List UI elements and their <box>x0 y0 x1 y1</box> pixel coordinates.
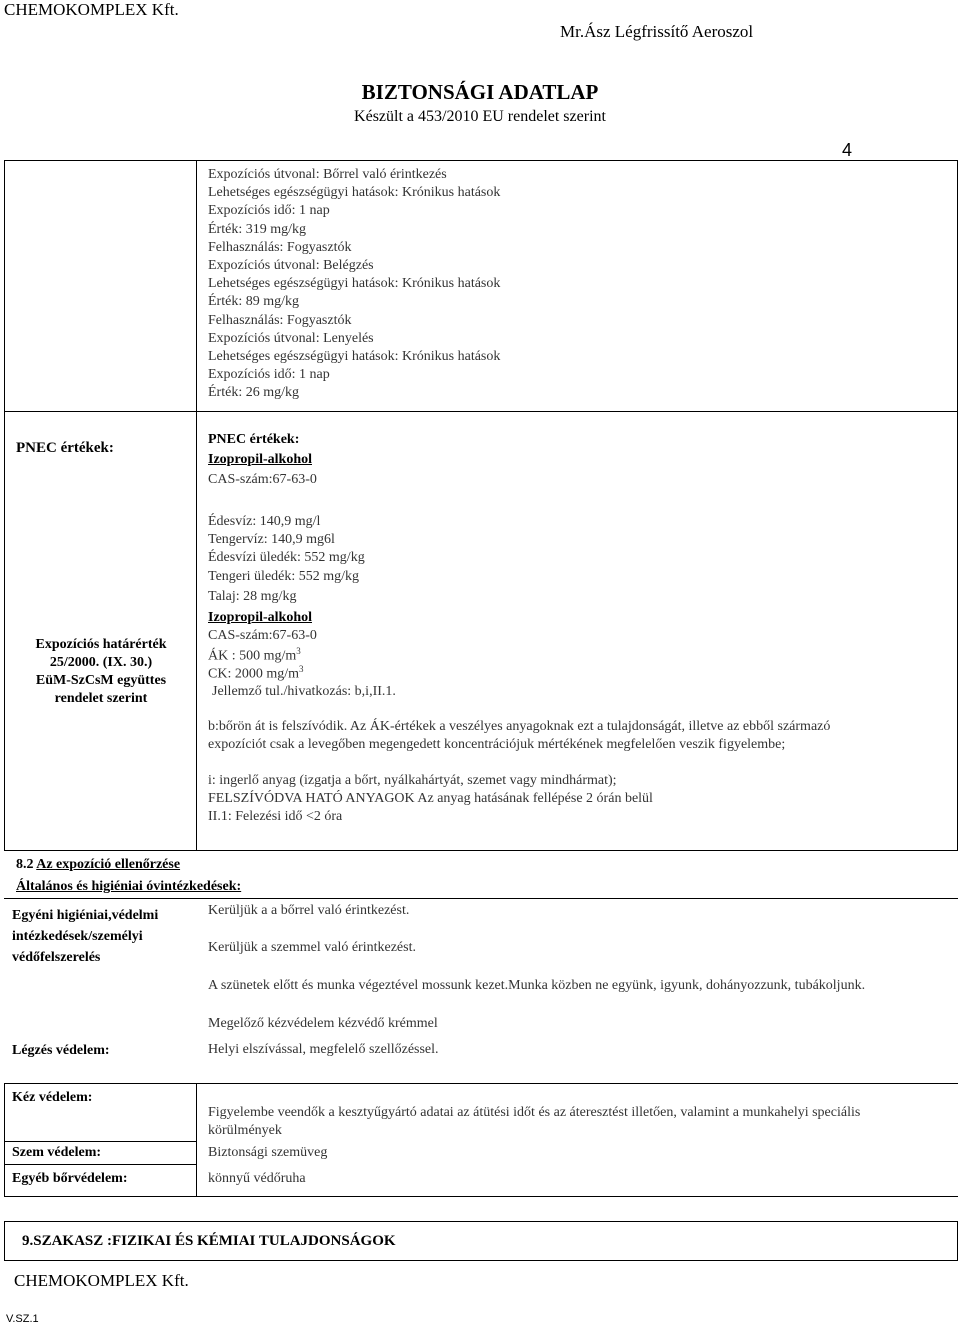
hand-row-divider <box>4 1083 958 1084</box>
dnel-values-list <box>208 166 500 403</box>
pnec-value: Édesvíz: 140,9 mg/l <box>208 514 321 529</box>
note-b-line2: expozíciót csak a levegőben megengedett koncentrációjuk mértékének megfelelően veszik figyelembe; <box>208 737 786 752</box>
pnec-value: Tengervíz: 140,9 mg6l <box>208 532 335 548</box>
table-column-divider <box>196 160 197 851</box>
personal-protection-label: Egyéni higiéniai,védelmi intézkedések/személyi védőfelszerelés <box>12 908 159 965</box>
respiratory-protection-label: Légzés védelem: <box>12 1043 110 1058</box>
table-row-divider <box>4 411 958 412</box>
pnec-substance: Izopropil-alkohol <box>208 452 312 467</box>
limits-jellemzo: Jellemző tul./hivatkozás: b,i,II.1. <box>212 684 396 699</box>
note-i: i: ingerlő anyag (izgatja a bőrt, nyálkahártyát, szemet vagy mindhármat); <box>208 773 617 788</box>
dnel-line: Érték: 89 mg/kg <box>208 294 299 310</box>
pnec-value: Tengeri üledék: 552 mg/kg <box>208 568 360 584</box>
eye-protection-text: Biztonsági szemüveg <box>208 1145 328 1160</box>
hand-protection-text-1: Figyelembe veendők a kesztyűgyártó adatai az átütési időt és az áteresztést illetően, valamint a munkahelyi speciális <box>208 1105 861 1120</box>
pnec-value: Talaj: 28 mg/kg <box>208 588 297 604</box>
dnel-line: Felhasználás: Fogyasztók <box>208 239 352 255</box>
header-product: Mr.Ász Légfrissítő Aeroszol <box>560 22 754 41</box>
limits-ck: CK: 2000 $mg/m^3$ <box>208 664 304 682</box>
limits-label: Expozíciós határérték 25/2000. (IX. 30.) EüM-SzCsM együttes rendelet szerint <box>35 637 167 706</box>
dnel-line: Expozíciós útvonal: Belégzés <box>208 258 374 274</box>
personal-protection-text-2: Kerüljük a szemmel való érintkezést. <box>208 940 416 955</box>
respiratory-protection-text: Helyi elszívással, megfelelő szellőzéssel. <box>208 1042 439 1057</box>
dnel-line: Lehetséges egészségügyi hatások: Krónikus hatások <box>208 185 501 201</box>
table-left-border <box>4 160 5 851</box>
footer-version: V.SZ.1 <box>6 1313 39 1325</box>
pnec-value: Édesvízi üledék: 552 mg/kg <box>208 550 365 566</box>
personal-protection-text-4: Megelőző kézvédelem kézvédő krémmel <box>208 1016 438 1031</box>
section-8-2-heading: 8.2 Az expozíció ellenőrzése <box>16 857 181 872</box>
skin-row-divider <box>4 1164 197 1165</box>
general-measures-heading: Általános és higiéniai óvintézkedések: <box>16 879 242 894</box>
table-bottom-border <box>4 850 958 851</box>
note-felszivodva: FELSZÍVÓDVA HATÓ ANYAGOK Az anyag hatásának fellépése 2 órán belül <box>208 791 653 806</box>
note-ii: II.1: Felezési idő <2 óra <box>208 809 343 824</box>
hand-protection-label: Kéz védelem: <box>12 1090 93 1105</box>
dnel-line: Lehetséges egészségügyi hatások: Krónikus hatások <box>208 276 501 292</box>
eye-row-divider <box>4 1141 197 1142</box>
note-b-line1: b:bőrön át is felszívódik. Az ÁK-értékek a veszélyes anyagoknak ezt a tulajdonságát, illetve az ebből származó <box>208 719 831 734</box>
section-8-2-bottom-line <box>4 1196 958 1197</box>
personal-protection-text-3: A szünetek előtt és munka végeztével mossunk kezet.Munka közben ne együnk, igyunk, dohányozzunk, tubákoljunk. <box>208 978 866 993</box>
eye-protection-label: Szem védelem: <box>12 1145 102 1160</box>
dnel-line: Lehetséges egészségügyi hatások: Krónikus hatások <box>208 349 501 365</box>
dnel-line: Expozíciós idő: 1 nap <box>208 203 330 219</box>
dnel-line: Érték: 26 mg/kg <box>208 385 299 401</box>
skin-protection-label: Egyéb bőrvédelem: <box>12 1171 128 1186</box>
personal-protection-text-1: Kerüljük a a bőrrel való érintkezést. <box>208 903 410 918</box>
pnec-heading: PNEC értékek: <box>208 432 300 447</box>
document-subtitle: Készült a 453/2010 EU rendelet szerint <box>354 108 606 125</box>
limits-ak: ÁK : 500 $mg/m^3$ <box>208 646 301 664</box>
hand-protection-text-2: körülmények <box>208 1123 282 1138</box>
header-company: CHEMOKOMPLEX Kft. <box>4 0 179 19</box>
pnec-label: PNEC értékek: <box>16 440 114 456</box>
section-8-2-top-line <box>4 898 958 899</box>
document-title: BIZTONSÁGI ADATLAP <box>361 80 599 104</box>
dnel-line: Felhasználás: Fogyasztók <box>208 312 352 328</box>
table-right-border <box>957 160 958 851</box>
dnel-line: Expozíciós idő: 1 nap <box>208 367 330 383</box>
table-top-border <box>4 160 958 161</box>
pnec-values-list <box>208 513 365 606</box>
footer-company: CHEMOKOMPLEX Kft. <box>14 1271 189 1290</box>
dnel-line: Érték: 319 mg/kg <box>208 221 306 237</box>
pnec-cas: CAS-szám:67-63-0 <box>208 472 317 487</box>
skin-protection-text: könnyű védőruha <box>208 1171 306 1186</box>
left-box-border <box>4 1083 5 1196</box>
dnel-line: Expozíciós útvonal: Lenyelés <box>208 330 374 346</box>
left-box-divider <box>196 1083 197 1196</box>
section-9-title: 9.SZAKASZ :FIZIKAI ÉS KÉMIAI TULAJDONSÁGOK <box>22 1233 396 1249</box>
page-number: 4 <box>842 140 853 160</box>
limits-cas: CAS-szám:67-63-0 <box>208 628 317 643</box>
dnel-line: Expozíciós útvonal: Bőrrel való érintkezés <box>208 167 447 182</box>
limits-substance: Izopropil-alkohol <box>208 610 312 625</box>
